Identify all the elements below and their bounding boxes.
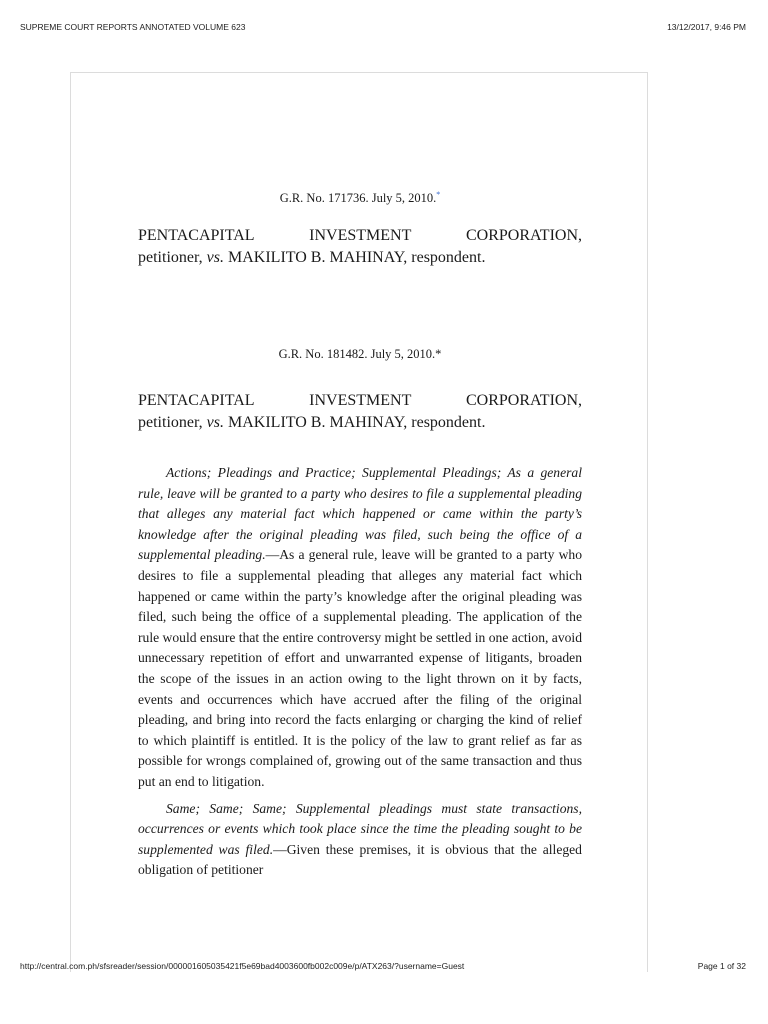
case1-petitioner-label: petitioner, bbox=[138, 249, 207, 266]
case1-party-word1: PENTACAPITAL bbox=[138, 227, 255, 244]
case2-party-word3: CORPORATION, bbox=[465, 392, 582, 409]
case1-party-word2: INVESTMENT bbox=[309, 227, 412, 244]
page-url: http://central.com.ph/sfsreader/session/000001605035421f5e69bad4003600fb002c009e/p/ATX263/?username=Guest bbox=[20, 961, 465, 971]
print-footer bbox=[0, 961, 768, 973]
document-title: SUPREME COURT REPORTS ANNOTATED VOLUME 623 bbox=[20, 22, 246, 32]
syllabus-1-text: —As a general rule, leave will be granted to a party who desires to file a supplemental pleading that alleges any material fact which happened or came within the party’s knowledge after the original pleading was filed, such being the office of a supplemental pleading. The application of the rule would ensure that the entire controversy might be settled in one action, avoid unnecessary repetition of effort and unwarranted expense of litigants, broaden the scope of the issues in an action owing to the light thrown on it by facts, events and occurrences which have accrued after the filing of the original pleading, and bring into record the facts enlarging or charging the kind of relief to which plaintiff is entitled. It is the policy of the law to grant relief as far as possible for wrongs complained of, growing out of the same transaction and thus put an end to litigation. bbox=[138, 547, 582, 789]
case2-party-word2: INVESTMENT bbox=[309, 392, 412, 409]
syllabus-2-text: —Given these premises, it is obvious that the alleged obligation of petitioner bbox=[138, 841, 582, 878]
case2-vs: vs. bbox=[206, 414, 224, 431]
case1-respondent: MAKILITO B. MAHINAY, respondent. bbox=[224, 249, 486, 266]
syllabus-body bbox=[138, 463, 582, 881]
case2-petitioner-label: petitioner, bbox=[138, 414, 207, 431]
case2-party-word1: PENTACAPITAL bbox=[138, 392, 255, 409]
syllabus-paragraph-2 bbox=[138, 799, 582, 881]
case1-party-word3: CORPORATION, bbox=[465, 227, 582, 244]
case2-parties bbox=[138, 390, 582, 434]
syllabus-1-heading: Actions; Pleadings and Practice; Supplemental Pleadings; As a general rule, leave will be granted to a party who desires to file a supplemental pleading that alleges any material fact which happened or came within the party’s knowledge after the original pleading was filed, such being the office of a supplemental pleading. bbox=[138, 465, 582, 563]
case1-vs: vs. bbox=[206, 249, 224, 266]
syllabus-paragraph-1 bbox=[138, 463, 582, 793]
print-header bbox=[0, 22, 768, 34]
case2-gr-line bbox=[138, 347, 582, 362]
syllabus-2-heading: Same; Same; Same; Supplemental pleadings must state transactions, occurrences or events which took place since the time the pleading sought to be supplemented was filed. bbox=[138, 800, 582, 857]
print-timestamp: 13/12/2017, 9:46 PM bbox=[667, 22, 746, 32]
case1-gr-line bbox=[138, 190, 582, 206]
footnote-link[interactable]: * bbox=[436, 190, 441, 199]
page-number: Page 1 of 32 bbox=[697, 961, 746, 971]
case2-respondent: MAKILITO B. MAHINAY, respondent. bbox=[224, 414, 486, 431]
case2-gr-number: G.R. No. 181482. July 5, 2010.* bbox=[278, 347, 442, 361]
case1-parties bbox=[138, 225, 582, 269]
case1-gr-number: G.R. No. 171736. July 5, 2010. bbox=[279, 191, 437, 206]
